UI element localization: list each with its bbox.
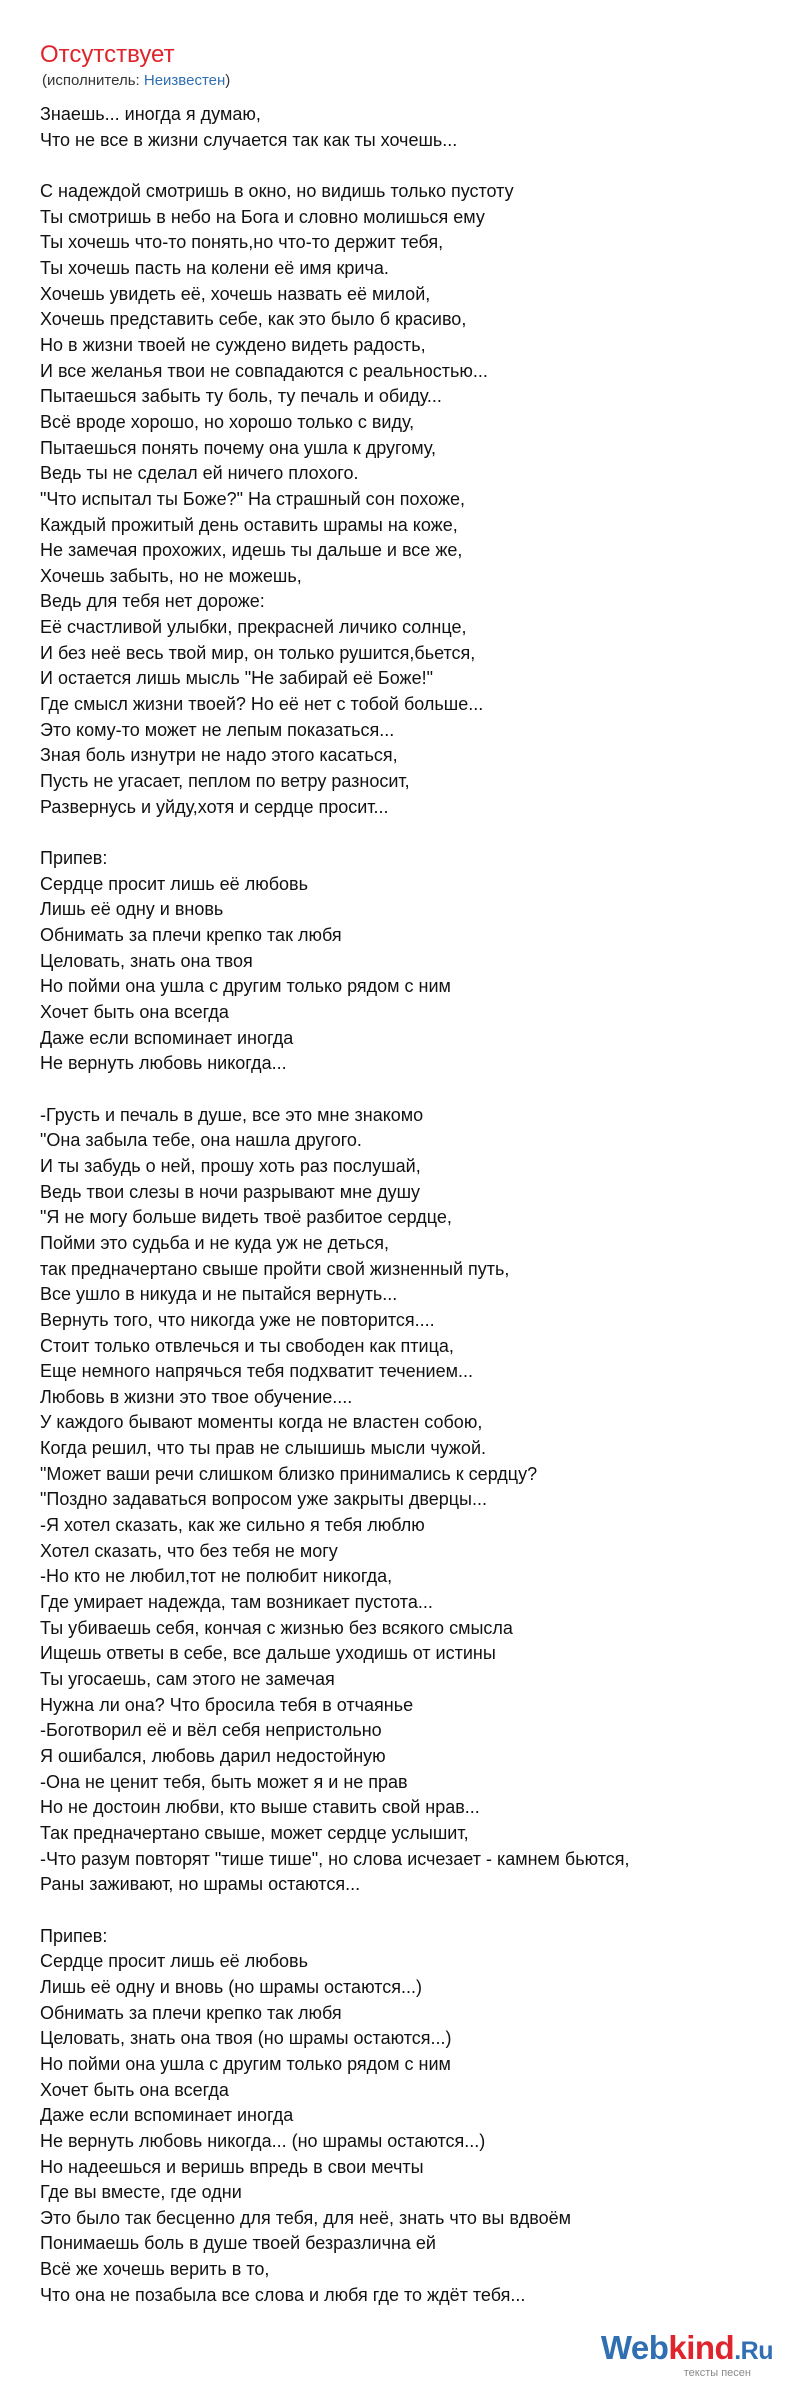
lyric-line: Стоит только отвлечься и ты свободен как птица, [40, 1335, 454, 1356]
lyric-line: "Я не могу больше видеть твоё разбитое сердце, [40, 1207, 452, 1228]
lyric-line: Когда решил, что ты прав не слышишь мысли чужой. [40, 1438, 487, 1459]
artist-suffix: ) [225, 72, 231, 89]
lyric-line: Всё же хочешь верить в то, [40, 2259, 270, 2280]
lyric-line: Но в жизни твоей не суждено видеть радость, [40, 334, 426, 355]
lyric-line: -Боготворил её и вёл себя непристольно [40, 1720, 382, 1741]
lyric-line: "Может ваши речи слишком близко принимались к сердцу? [40, 1463, 538, 1484]
lyric-line: Сердце просит лишь её любовь [40, 1951, 308, 1972]
lyric-line: Пусть не угасает, пеплом по ветру разносит, [40, 771, 410, 792]
stanza-break [40, 1077, 760, 1103]
lyric-line: Лишь её одну и вновь [40, 899, 224, 920]
lyric-line: Развернусь и уйду,хотя и сердце просит... [40, 796, 389, 817]
lyric-line: Ты смотришь в небо на Бога и словно молишься ему [40, 206, 485, 227]
lyric-line: Где смысл жизни твоей? Но её нет с тобой больше... [40, 694, 484, 715]
lyric-line: С надеждой смотришь в окно, но видишь только пустоту [40, 180, 514, 201]
lyric-line: Я ошибался, любовь дарил недостойную [40, 1746, 386, 1766]
lyric-line: Ты хочешь что-то понять,но что-то держит тебя, [40, 232, 444, 253]
lyric-line: Зная боль изнутри не надо этого касаться, [40, 745, 398, 766]
lyric-line: -Она не ценит тебя, быть может я и не прав [40, 1771, 408, 1792]
lyric-line: Всё вроде хорошо, но хорошо только с виду, [40, 411, 415, 432]
lyric-line: Ведь твои слезы в ночи разрывают мне душу [40, 1181, 421, 1202]
lyric-line: Сердце просит лишь её любовь [40, 873, 308, 894]
lyric-line: Знаешь... иногда я думаю, [40, 104, 261, 124]
lyric-line: Целовать, знать она твоя (но шрамы остаются...) [40, 2028, 452, 2049]
lyric-line: "Что испытал ты Боже?" На страшный сон похоже, [40, 488, 466, 509]
lyric-line: И без неё весь твой мир, он только рушится,бьется, [40, 642, 476, 663]
lyric-line: Припев: [40, 848, 108, 869]
stanza-break [40, 1898, 760, 1924]
lyric-line: Но пойми она ушла с другим только рядом с ним [40, 976, 451, 997]
artist-prefix: (исполнитель: [42, 72, 144, 89]
lyric-line: Еще немного напрячься тебя подхватит течением... [40, 1361, 473, 1382]
lyric-line: Пытаешься понять почему она ушла к другому, [40, 437, 436, 458]
lyric-line: Ты хочешь пасть на колени её имя крича. [40, 257, 389, 278]
lyric-line: Вернуть того, что никогда уже не повторится.... [40, 1309, 435, 1330]
logo-kind: kind [668, 2329, 735, 2366]
lyric-line: Хочет быть она всегда [40, 2079, 229, 2100]
lyric-line: Не замечая прохожих, идешь ты дальше и все же, [40, 540, 463, 561]
lyric-line: Что не все в жизни случается так как ты хочешь... [40, 129, 458, 150]
stanza-break [40, 820, 760, 846]
lyric-line: Ты угосаешь, сам этого не замечая [40, 1669, 335, 1690]
lyric-line: Её счастливой улыбки, прекрасней личико солнце, [40, 617, 467, 638]
lyric-line: Обнимать за плечи крепко так любя [40, 925, 342, 945]
logo-ru: .Ru [734, 2337, 773, 2365]
lyric-line: Ищешь ответы в себе, все дальше уходишь от истины [40, 1643, 496, 1664]
lyric-line: Это кому-то может не лепым показаться... [40, 719, 395, 740]
lyric-line: Хочет быть она всегда [40, 1001, 229, 1022]
lyric-line: Хочешь увидеть её, хочешь назвать её милой, [40, 283, 431, 304]
lyric-line: Понимаешь боль в душе твоей безразлична ей [40, 2233, 436, 2254]
logo-wordmark [573, 2330, 773, 2369]
lyric-line: Но пойми она ушла с другим только рядом с ним [40, 2053, 451, 2074]
lyric-line: Не вернуть любовь никогда... (но шрамы остаются...) [40, 2130, 486, 2151]
lyric-line: -Что разум повторят "тише тише", но слова исчезает - камнем бьются, [40, 1848, 630, 1869]
lyric-line: Лишь её одну и вновь (но шрамы остаются...) [40, 1976, 422, 1997]
lyric-line: Это было так бесценно для тебя, для неё, знать что вы вдвоём [40, 2207, 571, 2228]
lyric-line: Так предначертано свыше, может сердце услышит, [40, 1822, 469, 1843]
artist-line [42, 71, 230, 91]
lyric-line: Ты убиваешь себя, кончая с жизнью без всякого смысла [40, 1617, 513, 1638]
lyric-line: Но надеешься и веришь впредь в свои мечты [40, 2156, 424, 2177]
lyric-line: -Но кто не любил,тот не полюбит никогда, [40, 1566, 393, 1587]
lyric-line: Даже если вспоминает иногда [40, 2105, 294, 2126]
logo-subtitle: тексты песен [683, 2367, 751, 2379]
lyric-line: Припев: [40, 1925, 108, 1946]
lyric-line: Любовь в жизни это твое обучение.... [40, 1386, 353, 1407]
lyric-line: "Она забыла тебе, она нашла другого. [40, 1130, 362, 1151]
lyric-line: Но не достоин любви, кто выше ставить свой нрав... [40, 1797, 480, 1818]
lyric-line: Даже если вспоминает иногда [40, 1027, 294, 1048]
lyric-line: так предначертано свыше пройти свой жизненный путь, [40, 1258, 510, 1279]
lyric-line: Не вернуть любовь никогда... [40, 1053, 287, 1074]
artist-link[interactable]: Неизвестен [143, 72, 226, 89]
lyric-line: И все желанья твои не совпадаются с реальностью... [40, 360, 488, 381]
lyric-line: Пытаешься забыть ту боль, ту печаль и обиду... [40, 386, 442, 407]
stanza-break [40, 153, 760, 179]
lyric-line: Что она не позабыла все слова и любя где то ждёт тебя... [40, 2284, 526, 2305]
lyric-line: Хотел сказать, что без тебя не могу [40, 1540, 338, 1561]
song-title: Отсутствует [40, 41, 175, 68]
lyric-line: Целовать, знать она твоя [40, 950, 253, 971]
lyric-line: Где умирает надежда, там возникает пустота... [40, 1592, 433, 1613]
lyric-line: Каждый прожитый день оставить шрамы на коже, [40, 514, 458, 535]
lyric-line: Где вы вместе, где одни [40, 2182, 242, 2203]
lyric-line: Все ушло в никуда и не пытайся вернуть... [40, 1284, 398, 1305]
lyric-line: Нужна ли она? Что бросила тебя в отчаянье [40, 1694, 414, 1715]
lyric-line: Пойми это судьба и не куда уж не деться, [40, 1232, 389, 1253]
webkind-logo[interactable] [573, 2330, 773, 2378]
logo-web: Web [600, 2329, 669, 2366]
lyrics-text [40, 102, 760, 2308]
lyric-line: Ведь для тебя нет дороже: [40, 591, 265, 612]
lyric-line: И ты забудь о ней, прошу хоть раз послушай, [40, 1155, 421, 1176]
lyric-line: И остается лишь мысль "Не забирай её Боже!" [40, 668, 433, 689]
lyric-line: -Грусть и печаль в душе, все это мне знакомо [40, 1104, 424, 1125]
lyric-line: -Я хотел сказать, как же сильно я тебя люблю [40, 1515, 425, 1536]
lyric-line: Хочешь забыть, но не можешь, [40, 565, 302, 586]
lyric-line: "Поздно задаваться вопросом уже закрыты дверцы... [40, 1489, 487, 1510]
lyric-line: Обнимать за плечи крепко так любя [40, 2002, 342, 2023]
lyric-line: Хочешь представить себе, как это было б красиво, [40, 309, 467, 330]
lyric-line: У каждого бывают моменты когда не властен собою, [40, 1412, 483, 1433]
lyric-line: Раны заживают, но шрамы остаются... [40, 1874, 361, 1895]
lyric-line: Ведь ты не сделал ей ничего плохого. [40, 463, 359, 484]
